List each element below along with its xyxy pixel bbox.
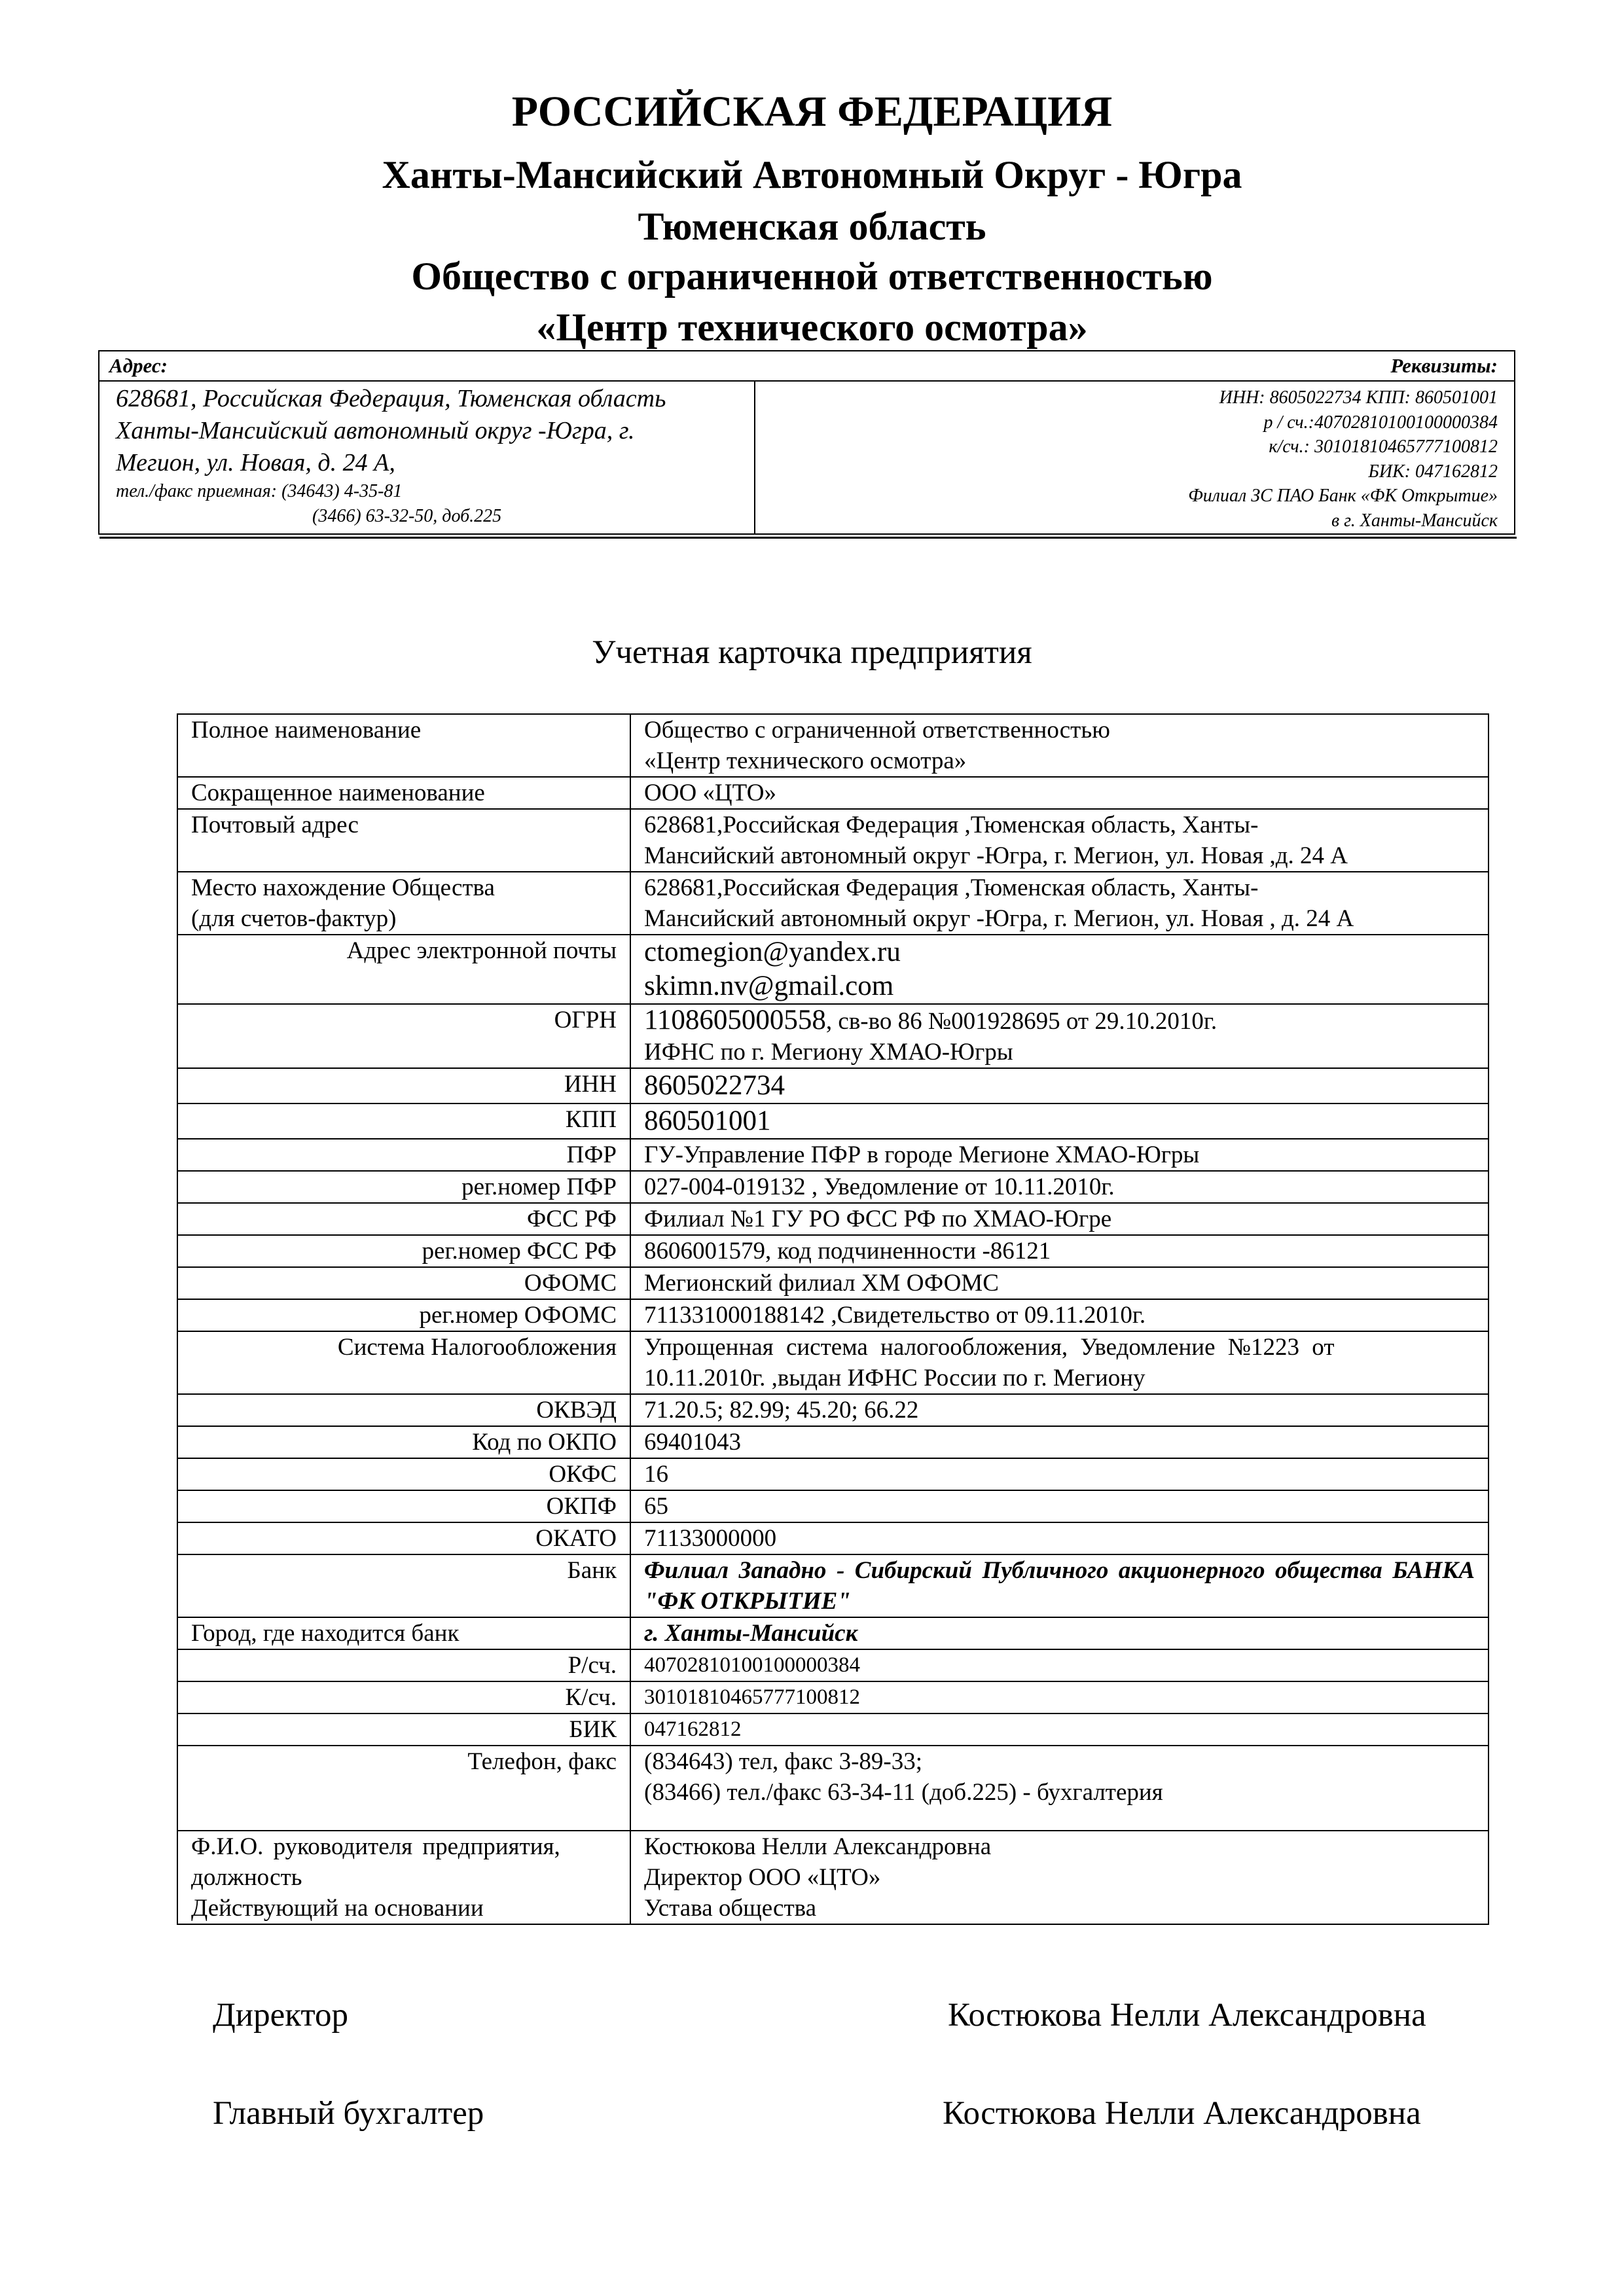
row-label: БИК — [177, 1713, 630, 1746]
value-line: (83466) тел./факс 63-34-11 (доб.225) - бухгалтерия — [644, 1779, 1163, 1806]
value-line: 628681,Российская Федерация ,Тюменская область, Ханты- — [644, 812, 1259, 838]
table-row — [177, 1522, 1489, 1554]
accountant-title: Главный бухгалтер — [213, 2095, 484, 2132]
row-label: ФСС РФ — [177, 1203, 630, 1235]
row-label: Почтовый адрес — [177, 809, 630, 872]
row-value: ГУ-Управление ПФР в городе Мегионе ХМАО-Югры — [630, 1139, 1489, 1171]
row-value: 65 — [630, 1490, 1489, 1522]
address-line: Мегион, ул. Новая, д. 24 А, — [116, 449, 395, 476]
table-row — [177, 1617, 1489, 1649]
row-value: Мегионский филиал ХМ ОФОМС — [630, 1267, 1489, 1299]
row-label: Сокращенное наименование — [177, 777, 630, 809]
row-label: Полное наименование — [177, 714, 630, 777]
table-row — [177, 1267, 1489, 1299]
address-label: Адрес: — [109, 354, 168, 377]
phone-line: (3466) 63-32-50, доб.225 — [312, 506, 502, 526]
row-label: ОКВЭД — [177, 1394, 630, 1426]
label-line: должность — [191, 1864, 302, 1891]
value-line — [644, 1005, 1475, 1037]
row-value: 047162812 — [630, 1713, 1489, 1746]
table-row — [177, 1831, 1489, 1924]
row-value: 860501001 — [630, 1103, 1489, 1139]
email-link[interactable]: skimn.nv@gmail.com — [644, 971, 894, 1001]
row-label: ОФОМС — [177, 1267, 630, 1299]
row-label: Банк — [177, 1554, 630, 1617]
requisites-line: Филиал ЗС ПАО Банк «ФК Открытие» — [1188, 486, 1498, 506]
row-label: ОКПФ — [177, 1490, 630, 1522]
address-line: 628681, Российская Федерация, Тюменская область — [116, 385, 666, 412]
table-row — [177, 809, 1489, 872]
row-value — [630, 1746, 1489, 1831]
row-label: ИНН — [177, 1068, 630, 1103]
table-row — [177, 1713, 1489, 1746]
row-label — [177, 1831, 630, 1924]
value-line: 628681,Российская Федерация ,Тюменская область, Ханты- — [644, 874, 1259, 901]
row-value — [630, 872, 1489, 935]
table-row — [177, 1203, 1489, 1235]
phone-line: тел./факс приемная: (34643) 4-35-81 — [116, 481, 403, 501]
row-label: КПП — [177, 1103, 630, 1139]
ogrn-certificate: , св-во 86 №001928695 от 29.10.2010г. — [825, 1008, 1218, 1035]
table-row — [177, 1490, 1489, 1522]
company-card-table — [177, 713, 1489, 1925]
row-value — [630, 935, 1489, 1004]
row-value: г. Ханты-Мансийск — [630, 1617, 1489, 1649]
row-value — [630, 714, 1489, 777]
row-value: 71133000000 — [630, 1522, 1489, 1554]
value-line: Общество с ограниченной ответственностью — [644, 717, 1110, 744]
value-line: Костюкова Нелли Александровна — [644, 1833, 992, 1860]
label-line: Место нахождение Общества — [191, 874, 495, 901]
row-label: ОКАТО — [177, 1522, 630, 1554]
requisites-line: ИНН: 8605022734 КПП: 860501001 — [1219, 387, 1498, 408]
table-row — [177, 1426, 1489, 1458]
row-value: 71.20.5; 82.99; 45.20; 66.22 — [630, 1394, 1489, 1426]
table-row — [177, 1458, 1489, 1490]
table-row — [177, 1649, 1489, 1681]
row-label: Р/сч. — [177, 1649, 630, 1681]
table-row — [177, 1171, 1489, 1203]
address-box-divider — [754, 382, 755, 533]
requisites-line: р / сч.:40702810100100000384 — [1263, 412, 1498, 433]
row-value — [630, 809, 1489, 872]
header-oblast: Тюменская область — [638, 205, 986, 248]
card-title: Учетная карточка предприятия — [592, 634, 1032, 671]
table-row — [177, 714, 1489, 777]
value-line: (834643) тел, факс 3-89-33; — [644, 1748, 922, 1775]
address-box-underline — [99, 537, 1517, 539]
row-value — [630, 1004, 1489, 1068]
accountant-name: Костюкова Нелли Александровна — [943, 2095, 1421, 2132]
value-line: «Центр технического осмотра» — [644, 747, 967, 774]
row-value: 16 — [630, 1458, 1489, 1490]
table-row — [177, 1681, 1489, 1713]
director-name: Костюкова Нелли Александровна — [948, 1997, 1426, 2034]
header-region: Ханты-Мансийский Автономный Округ - Югра — [382, 153, 1242, 196]
row-value: 027-004-019132 , Уведомление от 10.11.2010г. — [630, 1171, 1489, 1203]
table-row — [177, 1235, 1489, 1267]
table-row — [177, 1139, 1489, 1171]
address-requisites-box — [98, 350, 1515, 535]
requisites-label: Реквизиты: — [1390, 354, 1498, 377]
row-label: К/сч. — [177, 1681, 630, 1713]
row-label: Адрес электронной почты — [177, 935, 630, 1004]
address-line: Ханты-Мансийский автономный округ -Югра, г. — [116, 417, 635, 444]
ogrn-number: 1108605000558 — [644, 1005, 826, 1035]
table-row — [177, 1331, 1489, 1394]
row-label: Город, где находится банк — [177, 1617, 630, 1649]
table-row — [177, 1004, 1489, 1068]
email-link[interactable]: ctomegion@yandex.ru — [644, 937, 901, 967]
table-row — [177, 1394, 1489, 1426]
row-value: 30101810465777100812 — [630, 1681, 1489, 1713]
requisites-line: БИК: 047162812 — [1368, 461, 1498, 482]
row-label: Телефон, факс — [177, 1746, 630, 1831]
header-org-name: «Центр технического осмотра» — [536, 306, 1088, 349]
row-value: Филиал Западно - Сибирский Публичного акционерного общества БАНКА "ФК ОТКРЫТИЕ" — [630, 1554, 1489, 1617]
label-line: (для счетов-фактур) — [191, 905, 397, 932]
table-row — [177, 872, 1489, 935]
row-label: рег.номер ПФР — [177, 1171, 630, 1203]
value-line: Директор ООО «ЦТО» — [644, 1864, 881, 1891]
row-value: Филиал №1 ГУ РО ФСС РФ по ХМАО-Югре — [630, 1203, 1489, 1235]
table-row — [177, 777, 1489, 809]
value-line: 10.11.2010г. ,выдан ИФНС России по г. Мегиону — [644, 1365, 1146, 1391]
header-country: РОССИЙСКАЯ ФЕДЕРАЦИЯ — [511, 88, 1113, 135]
row-value: 711331000188142 ,Свидетельство от 09.11.2010г. — [630, 1299, 1489, 1331]
header-org-type: Общество с ограниченной ответственностью — [411, 255, 1213, 298]
label-line: Действующий на основании — [191, 1895, 484, 1922]
row-label — [177, 872, 630, 935]
row-value: 69401043 — [630, 1426, 1489, 1458]
row-label: ОКФС — [177, 1458, 630, 1490]
requisites-line: к/сч.: 30101810465777100812 — [1269, 437, 1498, 457]
director-title: Директор — [213, 1997, 348, 2034]
row-label: рег.номер ФСС РФ — [177, 1235, 630, 1267]
row-label: ОГРН — [177, 1004, 630, 1068]
label-line: Ф.И.О. руководителя предприятия, — [191, 1833, 560, 1860]
row-label: Система Налогообложения — [177, 1331, 630, 1394]
row-label: ПФР — [177, 1139, 630, 1171]
table-row — [177, 1746, 1489, 1831]
row-value: 40702810100100000384 — [630, 1649, 1489, 1681]
row-label: Код по ОКПО — [177, 1426, 630, 1458]
row-value — [630, 1331, 1489, 1394]
row-label: рег.номер ОФОМС — [177, 1299, 630, 1331]
table-row — [177, 1068, 1489, 1103]
table-row — [177, 935, 1489, 1004]
table-row — [177, 1299, 1489, 1331]
value-line: Устава общества — [644, 1895, 817, 1922]
company-address — [116, 383, 751, 529]
row-value: 8605022734 — [630, 1068, 1489, 1103]
row-value: ООО «ЦТО» — [630, 777, 1489, 809]
value-line: Упрощенная система налогообложения, Уведомление №1223 от — [644, 1334, 1335, 1361]
company-requisites — [778, 386, 1498, 533]
value-line: Мансийский автономный округ -Югра, г. Мегион, ул. Новая ,д. 24 А — [644, 842, 1348, 869]
requisites-line: в г. Ханты-Мансийск — [1331, 510, 1498, 531]
value-line: Мансийский автономный округ -Югра, г. Мегион, ул. Новая , д. 24 А — [644, 905, 1354, 932]
row-value — [630, 1831, 1489, 1924]
row-value: 8606001579, код подчиненности -86121 — [630, 1235, 1489, 1267]
table-row — [177, 1103, 1489, 1139]
address-box-label-strip — [99, 351, 1514, 382]
value-line: ИФНС по г. Мегиону ХМАО-Югры — [644, 1039, 1013, 1066]
table-row — [177, 1554, 1489, 1617]
